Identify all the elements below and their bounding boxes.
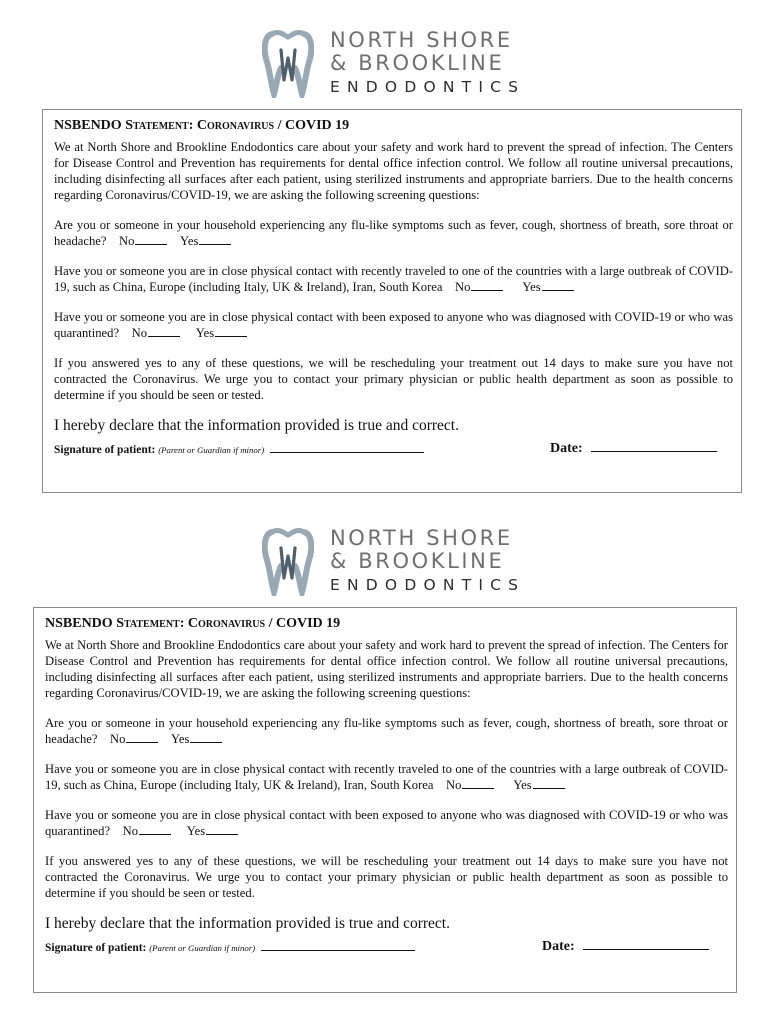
question-travel: Have you or someone you are in close physical contact with recently traveled to one of the countries with a large outbreak of COVID-19, such as China, Europe (including Italy, UK & Ireland), Iran, South Korea No Yes [54,264,733,294]
logo-line-2: & BROOKLINE [330,549,505,573]
signature-label: Signature of patient: [45,942,147,954]
no-answer-field[interactable] [462,777,494,789]
question-exposure: Have you or someone you are in close physical contact with been exposed to anyone who was diagnosed with COVID-19 or who was quarantined? No Yes [45,808,728,838]
yes-answer-field[interactable] [206,823,238,835]
practice-logo [262,526,526,596]
signature-note: (Parent or Guardian if minor) [149,943,256,953]
intro-paragraph: We at North Shore and Brookline Endodontics care about your safety and work hard to prevent the spread of infection. The Centers for Disease Control and Prevention has requirements for dental office infection control. We follow all routine universal precautions, including disinfecting all surfaces after each patient, using sterilized instruments and appropriate barriers. Due to the health concerns regarding Coronavirus/COVID-19, we are asking the following screening questions: [45,638,728,700]
date-label: Date: [542,939,575,954]
declaration-text: I hereby declare that the information provided is true and correct. [45,915,450,932]
statement-heading: NSBENDO Statement: Coronavirus / COVID 19 [54,118,350,133]
date-field[interactable] [583,937,709,950]
signature-row [54,443,733,463]
logo-line-1: NORTH SHORE [330,526,513,550]
tooth-icon [262,526,314,596]
signature-field[interactable] [270,443,424,453]
yes-answer-field[interactable] [542,279,574,291]
date-field[interactable] [591,439,717,452]
question-symptoms: Are you or someone in your household experiencing any flu-like symptoms such as fever, cough, shortness of breath, sore throat or headache? No Yes [54,218,733,248]
no-answer-field[interactable] [135,233,167,245]
yes-answer-field[interactable] [199,233,231,245]
question-symptoms: Are you or someone in your household experiencing any flu-like symptoms such as fever, cough, shortness of breath, sore throat or headache? No Yes [45,716,728,746]
question-exposure: Have you or someone you are in close physical contact with been exposed to anyone who was diagnosed with COVID-19 or who was quarantined? No Yes [54,310,733,340]
yes-answer-field[interactable] [215,325,247,337]
screening-statement-form [33,607,737,993]
tooth-icon [262,28,314,98]
outro-paragraph: If you answered yes to any of these questions, we will be rescheduling your treatment out 14 days to make sure you have not contracted the Coronavirus. We urge you to contact your primary physician or public health department as soon as possible to determine if you should be seen or tested. [54,356,733,402]
signature-note: (Parent or Guardian if minor) [158,445,265,455]
logo-line-3: ENDODONTICS [330,576,526,594]
no-answer-field[interactable] [139,823,171,835]
logo-line-1: NORTH SHORE [330,28,513,52]
practice-logo [262,28,526,98]
signature-row [45,941,728,961]
question-travel: Have you or someone you are in close physical contact with recently traveled to one of the countries with a large outbreak of COVID-19, such as China, Europe (including Italy, UK & Ireland), Iran, South Korea No Yes [45,762,728,792]
outro-paragraph: If you answered yes to any of these questions, we will be rescheduling your treatment out 14 days to make sure you have not contracted the Coronavirus. We urge you to contact your primary physician or public health department as soon as possible to determine if you should be seen or tested. [45,854,728,900]
signature-field[interactable] [261,941,415,951]
yes-answer-field[interactable] [190,731,222,743]
declaration-text: I hereby declare that the information provided is true and correct. [54,417,459,434]
signature-label: Signature of patient: [54,444,156,456]
logo-line-3: ENDODONTICS [330,78,526,96]
date-label: Date: [550,441,583,456]
no-answer-field[interactable] [126,731,158,743]
yes-answer-field[interactable] [533,777,565,789]
logo-line-2: & BROOKLINE [330,51,505,75]
no-answer-field[interactable] [148,325,180,337]
no-answer-field[interactable] [471,279,503,291]
screening-statement-form [42,109,742,493]
statement-heading: NSBENDO Statement: Coronavirus / COVID 19 [45,616,341,631]
intro-paragraph: We at North Shore and Brookline Endodontics care about your safety and work hard to prevent the spread of infection. The Centers for Disease Control and Prevention has requirements for dental office infection control. We follow all routine universal precautions, including disinfecting all surfaces after each patient, using sterilized instruments and appropriate barriers. Due to the health concerns regarding Coronavirus/COVID-19, we are asking the following screening questions: [54,140,733,202]
